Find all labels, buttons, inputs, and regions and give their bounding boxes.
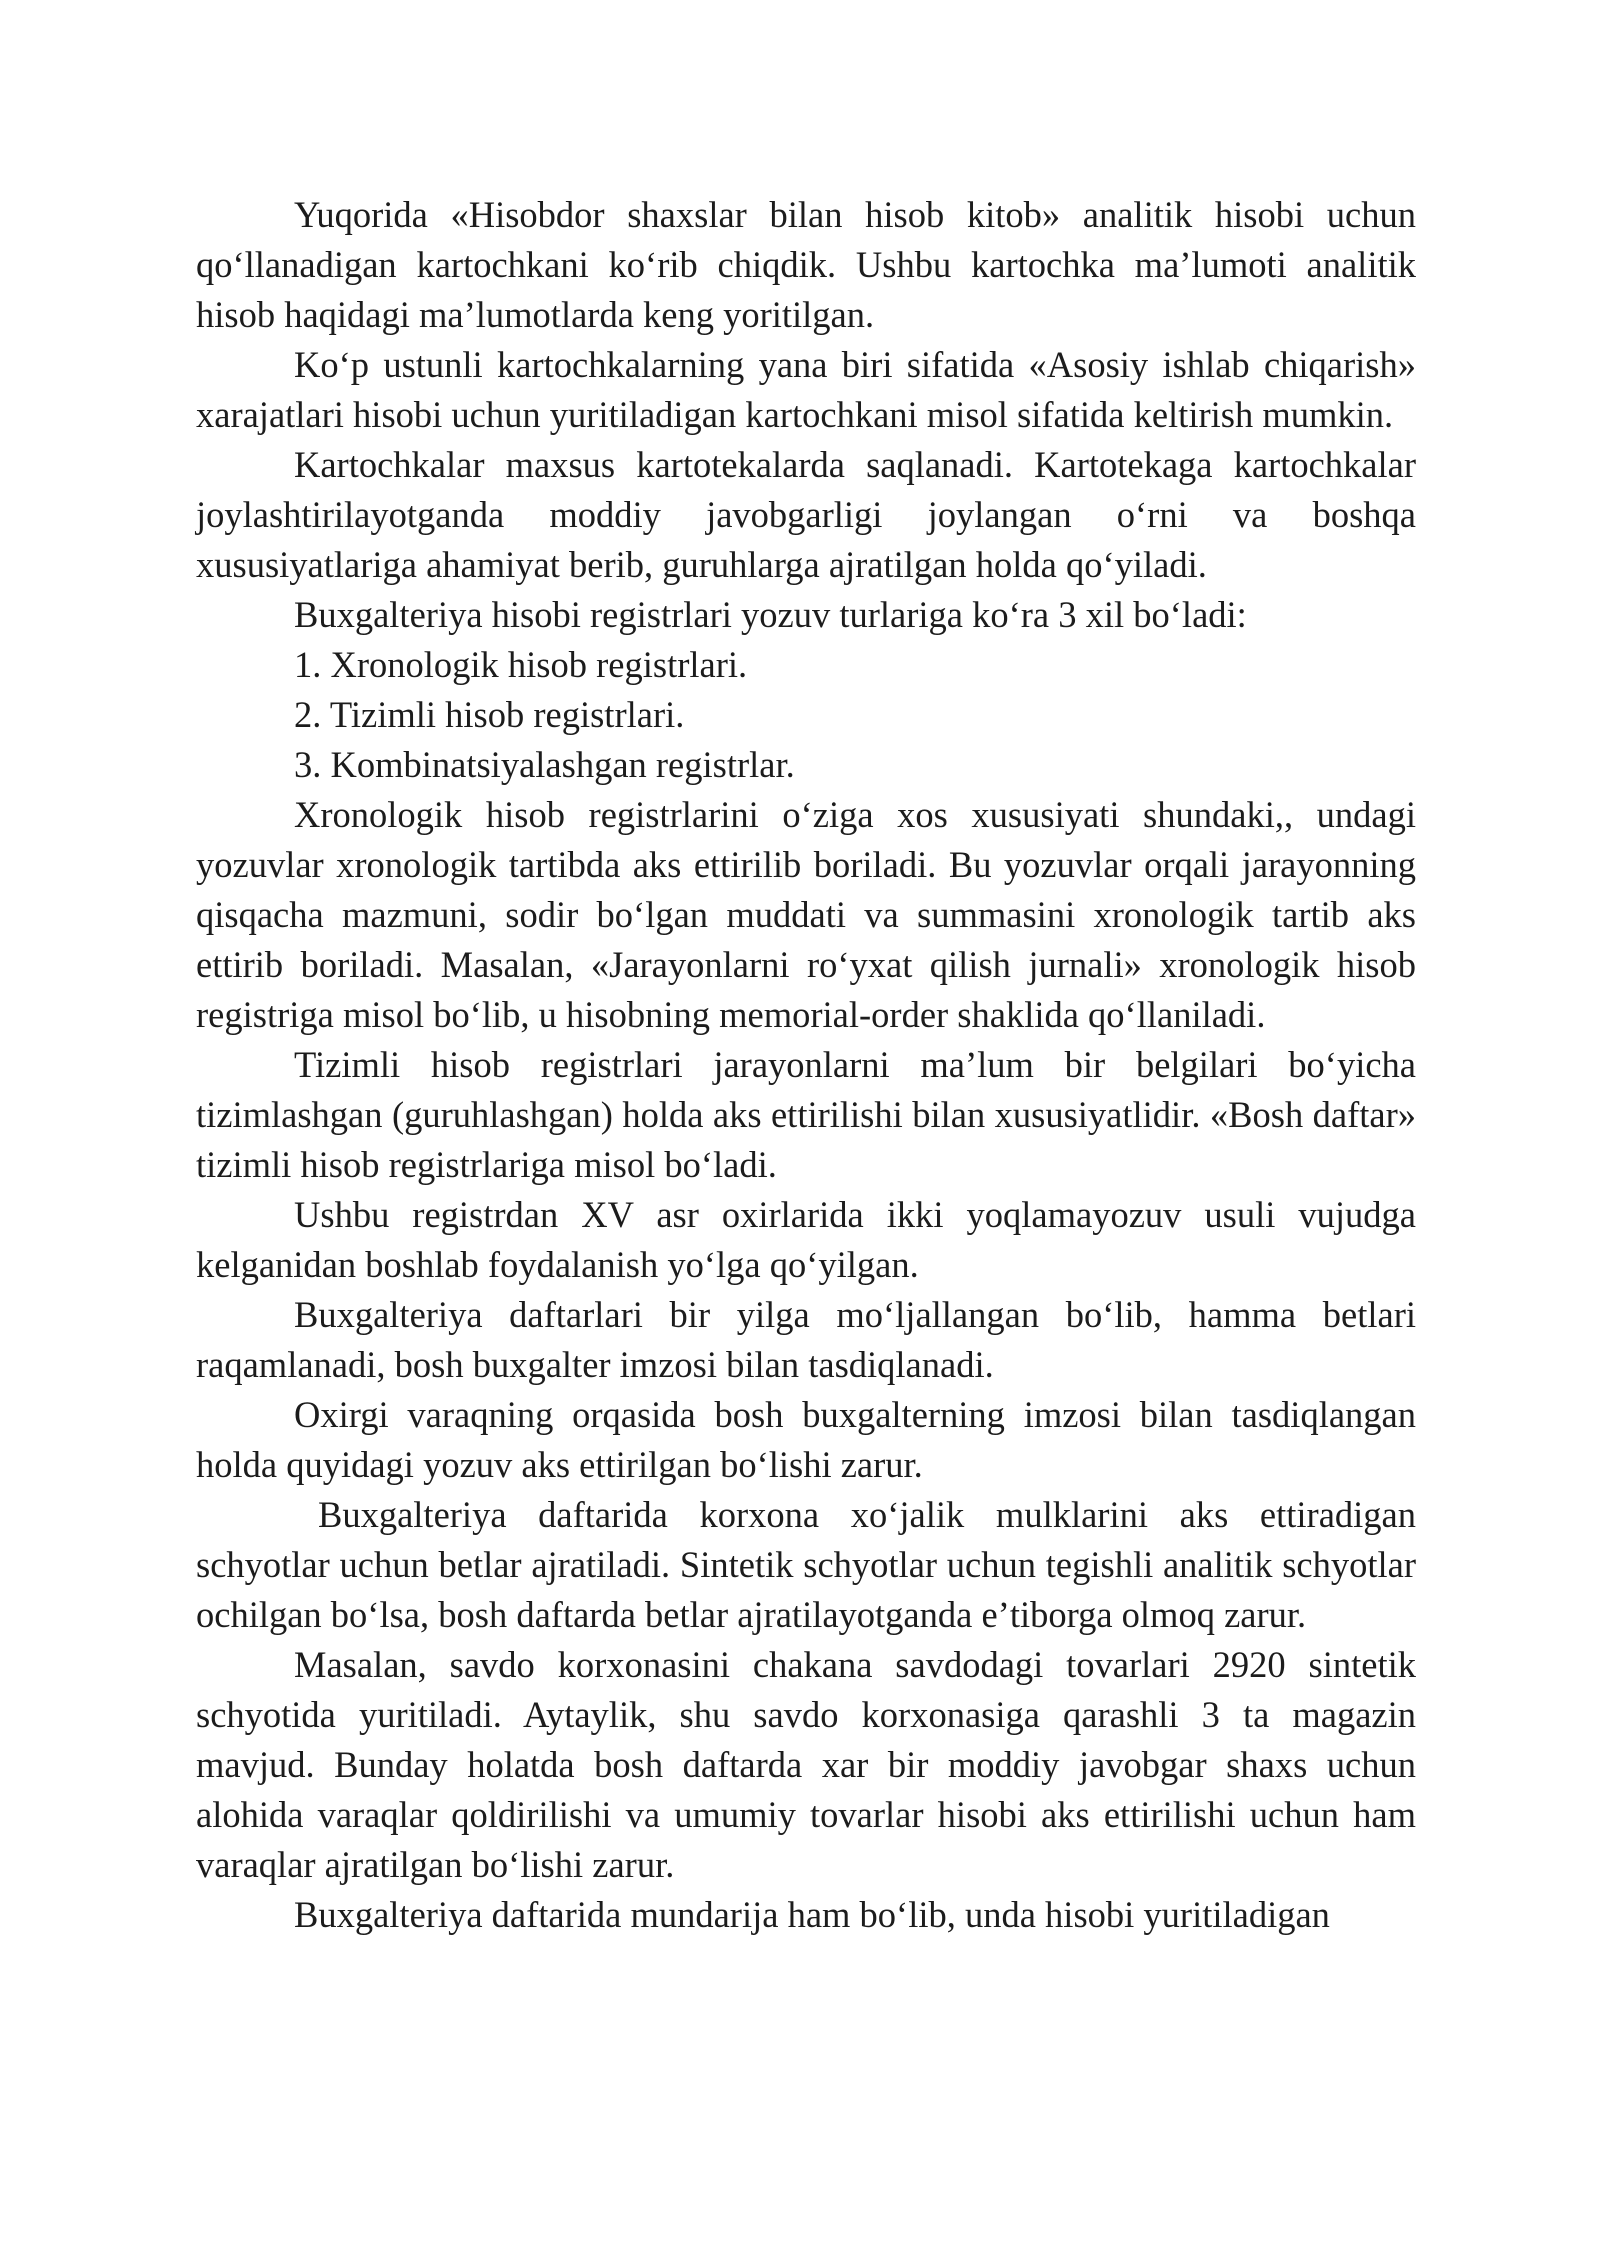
list-item-2: 2. Tizimli hisob registrlari. [294,694,685,735]
paragraph-12: Buxgalteriya daftarida mundarija ham boʻlib, unda hisobi yuritiladigan [294,1894,1330,1935]
document-page [196,190,1416,1940]
paragraph-1: Yuqorida «Hisobdor shaxslar bilan hisob kitob» analitik hisobi uchun qoʻllanadigan kartochkani koʻrib chiqdik. Ushbu kartochka maʼlumoti analitik hisob haqidagi maʼlumotlarda keng yoritilgan. [196,194,1416,335]
paragraph-3: Kartochkalar maxsus kartotekalarda saqlanadi. Kartotekaga kartochkalar joylashtirilayotganda moddiy javobgarligi joylangan oʻrni va boshqa xususiyatlariga ahamiyat berib, guruhlarga ajratilgan holda qoʻyiladi. [196,444,1416,585]
paragraph-11: Masalan, savdo korxonasini chakana savdodagi tovarlari 2920 sintetik schyotida yuritiladi. Aytaylik, shu savdo korxonasiga qarashli 3 ta magazin mavjud. Bunday holatda bosh daftarda xar bir moddiy javobgar shaxs uchun alohida varaqlar qoldirilishi va umumiy tovarlar hisobi aks ettirilishi uchun ham varaqlar ajratilgan boʻlishi zarur. [196,1644,1416,1885]
paragraph-9: Oxirgi varaqning orqasida bosh buxgalterning imzosi bilan tasdiqlangan holda quyidagi yozuv aks ettirilgan boʻlishi zarur. [196,1394,1416,1485]
paragraph-6: Tizimli hisob registrlari jarayonlarni maʼlum bir belgilari boʻyicha tizimlashgan (guruhlashgan) holda aks ettirilishi bilan xususiyatlidir. «Bosh daftar» tizimli hisob registrlariga misol boʻladi. [196,1044,1416,1185]
paragraph-8: Buxgalteriya daftarlari bir yilga moʻljallangan boʻlib, hamma betlari raqamlanadi, bosh buxgalter imzosi bilan tasdiqlanadi. [196,1294,1416,1385]
list-item-3: 3. Kombinatsiyalashgan registrlar. [294,744,795,785]
paragraph-4: Buxgalteriya hisobi registrlari yozuv turlariga koʻra 3 xil boʻladi: [294,594,1247,635]
paragraph-2: Koʻp ustunli kartochkalarning yana biri sifatida «Asosiy ishlab chiqarish» xarajatlari hisobi uchun yuritiladigan kartochkani misol sifatida keltirish mumkin. [196,344,1416,435]
paragraph-5: Xronologik hisob registrlarini oʻziga xos xususiyati shundaki,, undagi yozuvlar xronologik tartibda aks ettirilib boriladi. Bu yozuvlar orqali jarayonning qisqacha mazmuni, sodir boʻlgan muddati va summasini xronologik tartib aks ettirib boriladi. Masalan, «Jarayonlarni roʻyxat qilish jurnali» xronologik hisob registriga misol boʻlib, u hisobning memorial-order shaklida qoʻllaniladi. [196,794,1416,1035]
list-item-1: 1. Xronologik hisob registrlari. [294,644,748,685]
paragraph-7: Ushbu registrdan XV asr oxirlarida ikki yoqlamayozuv usuli vujudga kelganidan boshlab foydalanish yoʻlga qoʻyilgan. [196,1194,1416,1285]
paragraph-10: Buxgalteriya daftarida korxona xoʻjalik mulklarini aks ettiradigan schyotlar uchun betlar ajratiladi. Sintetik schyotlar uchun tegishli analitik schyotlar ochilgan boʻlsa, bosh daftarda betlar ajratilayotganda eʼtiborga olmoq zarur. [196,1494,1416,1635]
